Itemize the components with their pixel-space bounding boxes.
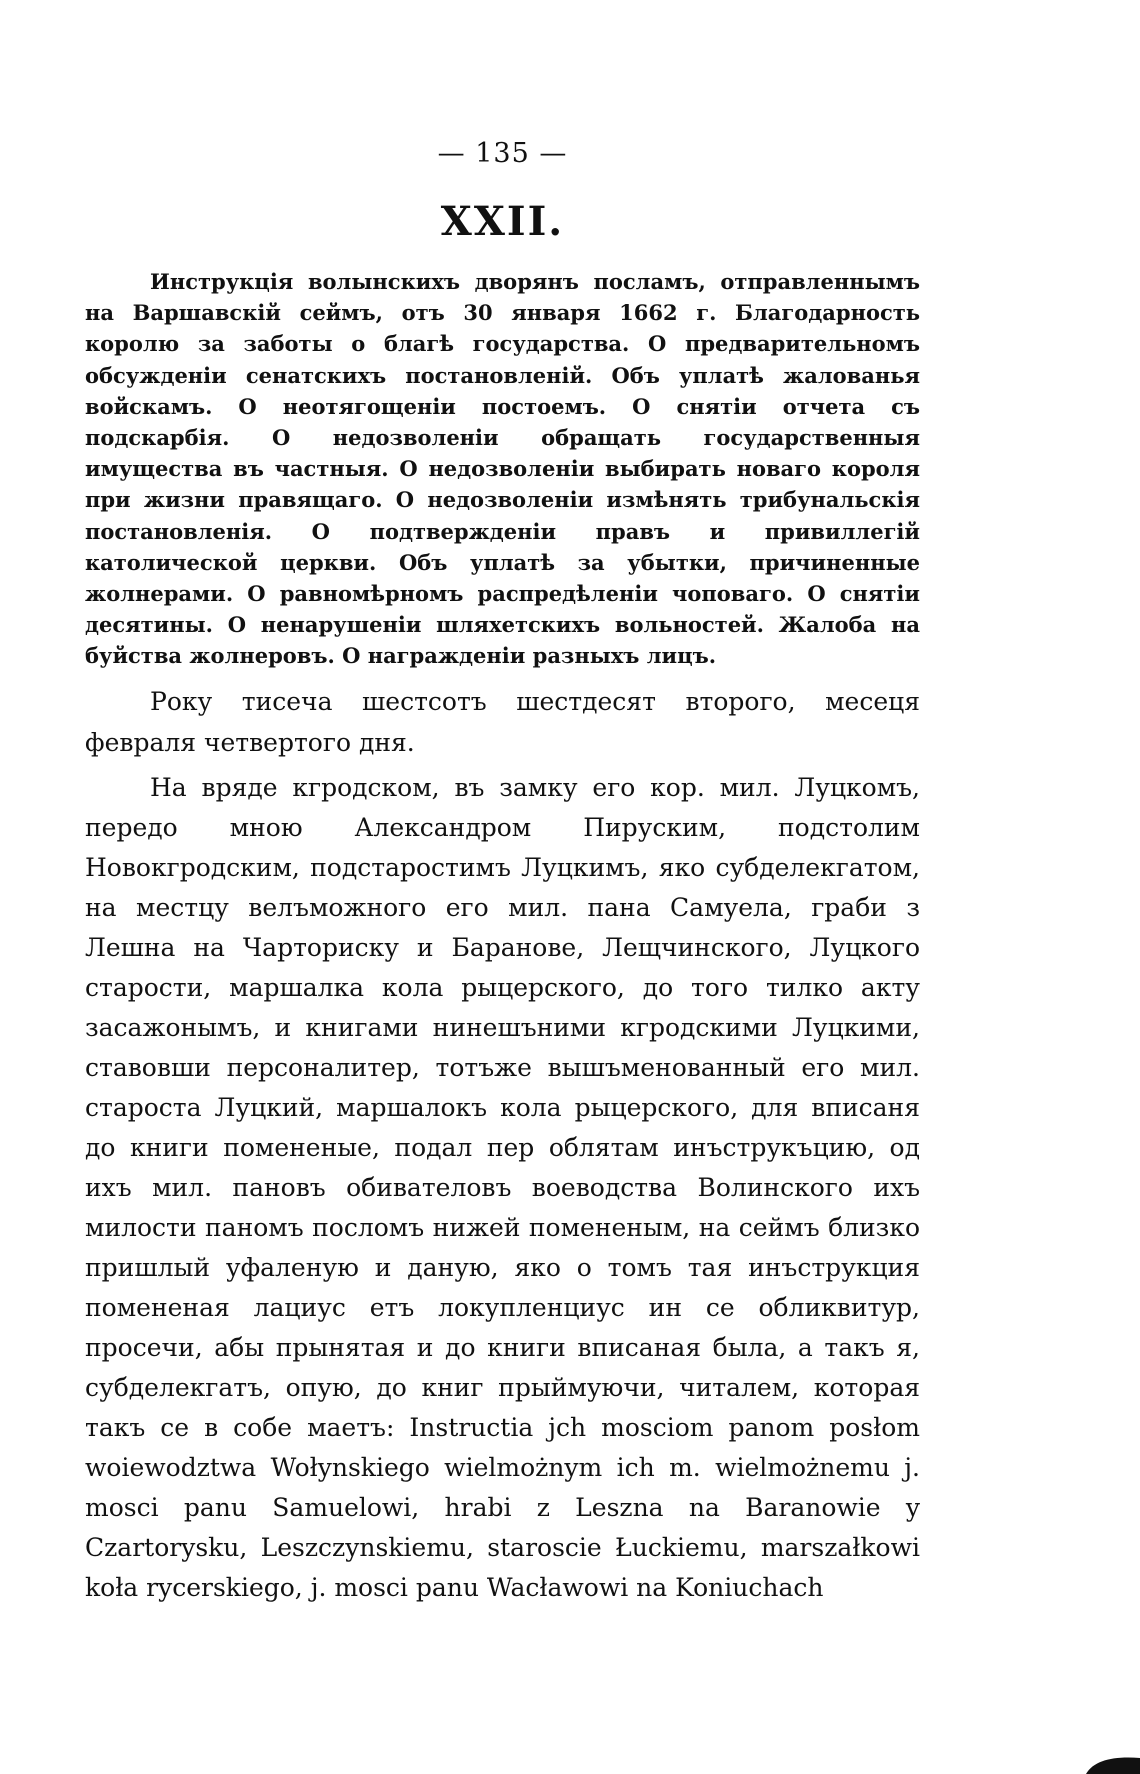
chapter-heading: XXII. <box>440 198 565 245</box>
page-edge-mark <box>1080 1754 1140 1774</box>
page-number: — 135 — <box>437 138 568 169</box>
date-paragraph: Року тисеча шестсотъ шестдесят второго, месеця февраля четвертого дня. <box>85 687 920 757</box>
chapter-summary: Инструкція волынскихъ дворянъ посламъ, отправленнымъ на Варшавскій сеймъ, отъ 30 января 1662 г. Благодарность королю за заботы о благѣ государства. О предварительномъ обсужденіи сенатскихъ постановленій. Объ уплатѣ жалованья войскамъ. О неотягощеніи постоемъ. О снятіи отчета съ подскарбія. О недозволеніи обращать государственныя имущества въ частныя. О недозволеніи выбирать новаго короля при жизни правящаго. О недозволеніи измѣнять трибунальскія постановленія. О подтвержденіи правъ и привиллегій католической церкви. Объ уплатѣ за убытки, причиненные жолнерами. О равномѣрномъ распредѣленіи чоповаго. О снятіи десятины. О ненарушеніи шляхетскихъ вольностей. Жалоба на буйства жолнеровъ. О награжденіи разныхъ лицъ. <box>85 269 920 669</box>
body-paragraph: На вряде кгродском, въ замку его кор. мил. Луцкомъ, передо мною Александром Пируским, подстолим Новокгродским, подстаростимъ Луцкимъ, яко субделекгатом, на местцу велъможного его мил. пана Самуела, граби з Лешна на Чарториску и Баранове, Лещчинского, Луцкого старости, маршалка кола рыцерского, до того тилко акту засажонымъ, и книгами нинешъними кгродскими Луцкими, ставовши персоналитер, тотъже вышъменованный его мил. староста Луцкий, маршалокъ кола рыцерского, для вписаня до книги помененые, подал пер облятам инъструкъцию, од ихъ мил. пановъ обивателовъ воеводства Волинского ихъ милости паномъ посломъ нижей помененым, на сеймъ близко пришлый уфаленую и даную, яко о томъ тая инъструкция помененая лациус етъ локупленциус ин се обликвитур, просечи, абы прынятая и до книги вписаная была, а такъ я, субделекгатъ, опую, до книг прыймуючи, читалем, которая такъ се в собе маетъ: Instructia jch mosciom panom posłom woiewodztwa Wołynskiego wielmożnym ich m. wielmożnemu j. mosci panu Samuelowi, hrabi z Leszna na Baranowie y Czartorysku, Leszczynskiemu, staroscie Łuckiemu, marszałkowi koła rycerskiego, j. mosci panu Wacławowi na Koniuchach <box>85 773 920 1602</box>
